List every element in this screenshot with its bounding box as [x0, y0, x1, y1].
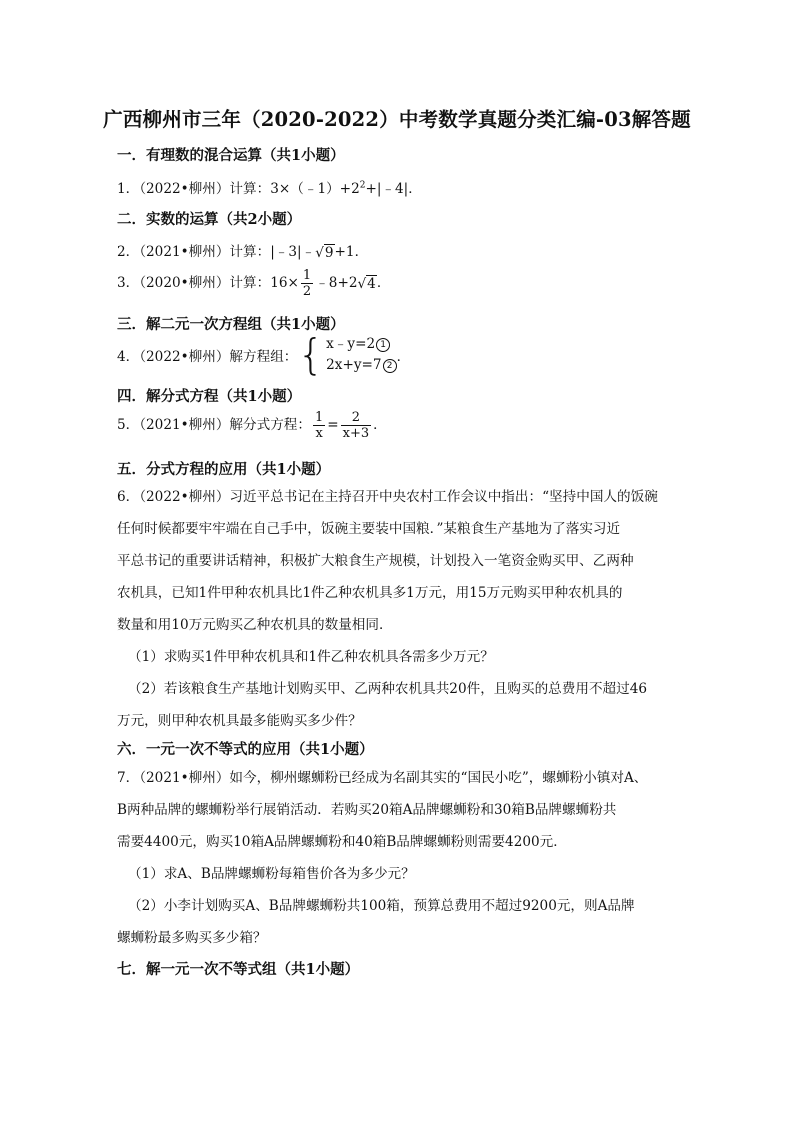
- question-text-line: 数量和用10万元购买乙种农机具的数量相同．: [117, 617, 393, 633]
- subquestion-2-cont: 螺蛳粉最多购买多少箱？: [117, 930, 267, 946]
- section-heading-2: 二．实数的运算（共2小题）: [117, 211, 302, 228]
- fraction: $\frac{1}{2}$: [302, 268, 312, 299]
- question-text-line: 需要4400元，购买10箱A品牌螺蛳粉和40箱B品牌螺蛳粉则需要4200元．: [117, 834, 567, 850]
- section-heading-7: 七．解一元一次不等式组（共1小题）: [117, 961, 360, 978]
- subquestion-1: （1）求购买1件甲种农机具和1件乙种农机具各需多少万元？: [128, 649, 494, 665]
- subquestion-2-cont: 万元，则甲种农机具最多能购买多少件？: [117, 713, 362, 729]
- question-text-line: 农机具，已知1件甲种农机具比1件乙种农机具多1万元，用15万元购买甲种农机具的: [117, 585, 623, 601]
- section-heading-1: 一．有理数的混合运算（共1小题）: [117, 147, 345, 164]
- question-5: 5．（2021•柳州）解分式方程： $\frac{1}{x}$ = $\frac{2}{x+3}$ ．: [117, 410, 387, 441]
- subquestion-2: （2）小李计划购买A、B品牌螺蛳粉共100箱，预算总费用不超过9200元，则A品牌: [128, 898, 635, 914]
- question-7: [117, 762, 677, 954]
- equation-system: [297, 330, 396, 379]
- sqrt-symbol: √4: [357, 275, 376, 292]
- section-heading-4: 四．解分式方程（共1小题）: [117, 388, 302, 405]
- subquestion-2: （2）若该粮食生产基地计划购买甲、乙两种农机具共20件，且购买的总费用不超过46: [128, 681, 648, 697]
- question-3: 3．（2020•柳州）计算：16× $\frac{1}{2}$ ﹣8+2√4．: [117, 268, 391, 299]
- document-title: 广西柳州市三年（2020-2022）中考数学真题分类汇编-03解答题: [103, 108, 691, 131]
- circled-number-icon: 2: [383, 359, 397, 373]
- question-text-line: 6．（2022•柳州）习近平总书记在主持召开中央农村工作会议中指出：“坚持中国人的饭碗: [117, 489, 658, 505]
- question-6: [117, 481, 677, 737]
- sqrt-symbol: √9: [315, 244, 334, 261]
- question-text-line: 平总书记的重要讲话精神，积极扩大粮食生产规模，计划投入一笔资金购买甲、乙两种: [117, 553, 634, 569]
- section-heading-6: 六．一元一次不等式的应用（共1小题）: [117, 741, 374, 758]
- subquestion-1: （1）求A、B品牌螺蛳粉每箱售价各为多少元？: [128, 866, 415, 882]
- section-heading-5: 五．分式方程的应用（共1小题）: [117, 461, 331, 478]
- question-2: 2．（2021•柳州）计算：|﹣3|﹣√9+1．: [117, 244, 369, 261]
- fraction: $\frac{1}{x}$: [315, 410, 324, 441]
- section-heading-3: 三．解二元一次方程组（共1小题）: [117, 316, 345, 333]
- question-text-line: B两种品牌的螺蛳粉举行展销活动．若购买20箱A品牌螺蛳粉和30箱B品牌螺蛳粉共: [117, 802, 617, 818]
- question-1: 1．（2022•柳州）计算：$3\times(﹣1)+2^2+|﹣4|$．: [117, 180, 422, 197]
- brace-symbol: {: [297, 330, 325, 379]
- question-4: 4．（2022•柳州）解方程组： { x﹣y=2 1 2x+y=7 2 ．: [117, 330, 411, 379]
- equation-1: x﹣y=2 1: [326, 336, 390, 352]
- fraction: $\frac{2}{x+3}$: [342, 410, 370, 441]
- circled-number-icon: 1: [376, 338, 390, 352]
- question-text-line: 7．（2021•柳州）如今，柳州螺蛳粉已经成为名副其实的“国民小吃”，螺蛳粉小镇对A、: [117, 770, 648, 786]
- equation-2: 2x+y=7 2: [326, 357, 396, 373]
- question-text-line: 任何时候都要牢牢端在自己手中，饭碗主要装中国粮．”某粮食生产基地为了落实习近: [117, 521, 621, 537]
